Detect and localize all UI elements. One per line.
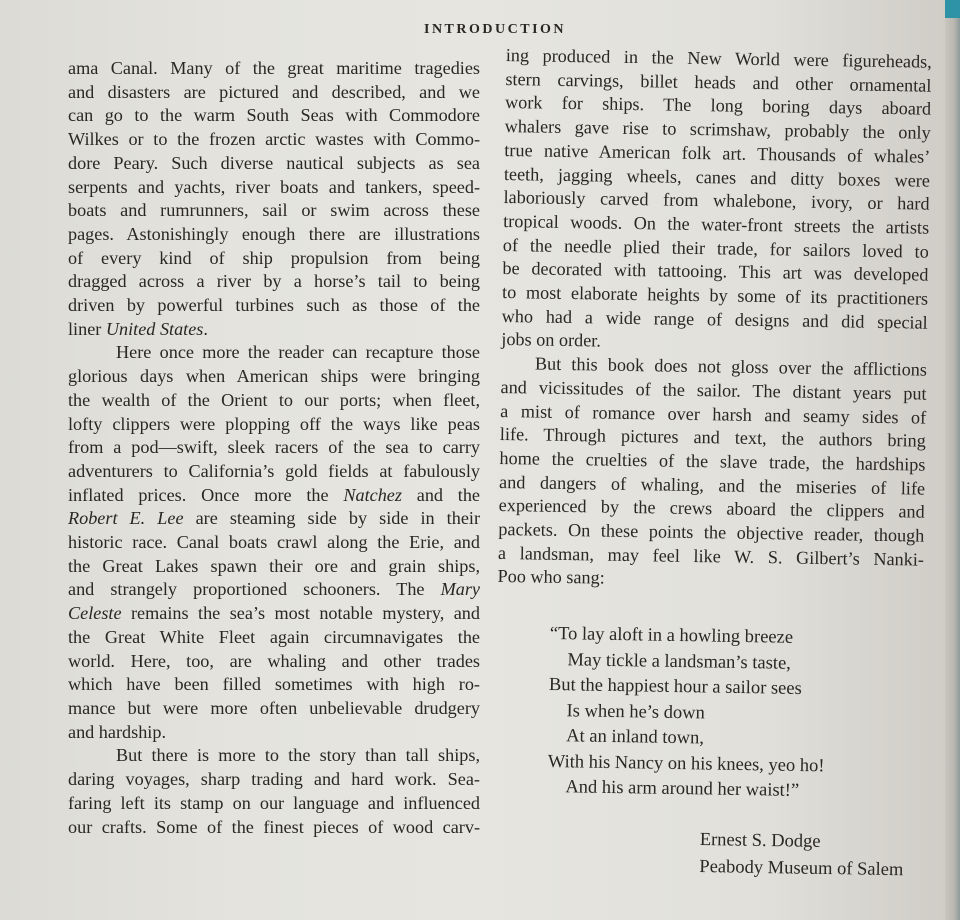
right-column-line: home the cruelties of the slave trade, the hardships bbox=[499, 447, 926, 475]
right-column-line: packets. On these points the objective reader, though bbox=[498, 519, 925, 546]
left-column-line: lofty clippers were plopping off the ways like peas bbox=[68, 413, 480, 434]
left-column-line: Here once more the reader can recapture those bbox=[116, 342, 480, 363]
right-column-line: ing produced in the New World were figureheads, bbox=[505, 44, 932, 72]
left-column-line: driven by powerful turbines such as those of the bbox=[68, 295, 480, 316]
left-column-line: mance but were more often unbelievable drudgery bbox=[68, 697, 480, 718]
running-head: INTRODUCTION bbox=[424, 22, 567, 37]
poem-line: May tickle a landsman’s taste, bbox=[567, 649, 792, 674]
left-column-line: the Great White Fleet again circumnavigates the bbox=[68, 626, 480, 647]
left-column-line: can go to the warm South Seas with Commodore bbox=[68, 105, 480, 126]
left-column-line: our crafts. Some of the finest pieces of wood carv- bbox=[68, 816, 480, 837]
right-column-line: be decorated with tattooing. This art was developed bbox=[502, 258, 929, 285]
left-column-line: Wilkes or to the frozen arctic wastes with Commo- bbox=[68, 129, 480, 150]
left-column-line: the wealth of the Orient to our ports; when fleet, bbox=[68, 389, 480, 410]
left-column-line: ama Canal. Many of the great maritime tragedies bbox=[68, 58, 480, 78]
text-run: and the bbox=[401, 484, 480, 505]
right-column-line: a landsman, may feel like W. S. Gilbert’s Nanki- bbox=[497, 542, 925, 570]
left-column-line: which have been filled sometimes with high ro- bbox=[68, 674, 480, 695]
poem-line: Is when he’s down bbox=[566, 700, 705, 723]
right-column-line: true native American folk art. Thousands of whales’ bbox=[504, 139, 931, 167]
text-run: remains the sea’s most notable mystery, and bbox=[121, 603, 480, 624]
right-column-line: a mist of romance over harsh and seamy sides of bbox=[500, 400, 927, 428]
right-column-line: But this book does not gloss over the afflictions bbox=[534, 353, 928, 380]
italic-ship-name: Robert E. Lee bbox=[68, 508, 184, 529]
right-column-line: laboriously carved from whalebone, ivory, or hard bbox=[503, 187, 930, 214]
poem-line: “To lay aloft in a howling breeze bbox=[549, 623, 794, 648]
left-column-line bbox=[68, 602, 480, 626]
right-column-line: work for ships. The long boring days aboard bbox=[504, 92, 932, 120]
poem-line: And his arm around her waist!” bbox=[565, 777, 800, 801]
poem-line: At an inland town, bbox=[566, 726, 705, 749]
right-column-line: stern carvings, billet heads and other ornamental bbox=[505, 68, 932, 96]
left-column-line bbox=[68, 578, 480, 602]
poem-line: But the happiest hour a sailor sees bbox=[548, 674, 802, 699]
right-column-line: Poo who sang: bbox=[497, 566, 605, 589]
italic-ship-name: Celeste bbox=[68, 603, 122, 624]
left-column-line: historic race. Canal boats crawl along the Erie, and bbox=[68, 532, 480, 553]
left-column-line: of every kind of ship propulsion from being bbox=[68, 247, 480, 268]
right-column-line: and dangers of whaling, and the miseries of life bbox=[498, 471, 926, 499]
left-column-line: dore Peary. Such diverse nautical subjects as sea bbox=[68, 152, 480, 173]
italic-ship-name: United States bbox=[105, 318, 204, 339]
page-edge bbox=[945, 0, 960, 920]
right-column-line: and vicissitudes of the sailor. The distant years put bbox=[500, 376, 927, 404]
right-column bbox=[497, 44, 932, 596]
left-column-line: serpents and yachts, river boats and tankers, speed- bbox=[68, 176, 480, 197]
text-run: are steaming side by side in their bbox=[183, 508, 481, 529]
left-column-line: glorious days when American ships were bringing bbox=[68, 366, 480, 387]
poem-quotation bbox=[547, 622, 826, 805]
author-affiliation: Peabody Museum of Salem bbox=[699, 856, 904, 881]
right-column-line: whalers gave rise to scrimshaw, probably the only bbox=[504, 116, 931, 143]
right-column-line: tropical woods. On the water-front streets the artists bbox=[503, 210, 930, 238]
signature-block bbox=[699, 827, 904, 884]
right-column-line: of the needle plied their trade, for sailors loved to bbox=[502, 234, 929, 262]
author-name: Ernest S. Dodge bbox=[699, 829, 821, 852]
right-column-line: teeth, jagging wheels, canes and ditty boxes were bbox=[503, 163, 931, 191]
text-run: inflated prices. Once more the bbox=[68, 484, 344, 505]
left-column-line bbox=[68, 507, 480, 531]
right-column-line: who had a wide range of designs and did special bbox=[501, 305, 928, 333]
left-column-line: daring voyages, sharp trading and hard work. Sea- bbox=[68, 769, 480, 790]
left-column-line: dragged across a river by a horse’s tail to being bbox=[68, 271, 480, 292]
left-column-line: world. Here, too, are whaling and other trades bbox=[68, 650, 480, 671]
left-column bbox=[68, 57, 480, 839]
right-column-line: life. Through pictures and text, the authors bring bbox=[499, 424, 926, 451]
left-column-line: and hardship. bbox=[68, 721, 166, 742]
text-run: . bbox=[203, 318, 208, 339]
text-run: liner bbox=[68, 318, 106, 339]
left-column-line: But there is more to the story than tall ships, bbox=[116, 745, 480, 766]
book-cover-edge bbox=[945, 0, 960, 18]
left-column-line: faring left its stamp on our language and influenced bbox=[68, 792, 480, 813]
left-column-line: the Great Lakes spawn their ore and grain ships, bbox=[68, 555, 480, 576]
right-column-line: to most elaborate heights by some of its practitioners bbox=[501, 282, 929, 309]
poem-line: With his Nancy on his knees, yeo ho! bbox=[547, 751, 825, 776]
left-column-line: adventurers to California’s gold fields at fabulously bbox=[68, 460, 480, 481]
left-column-line bbox=[68, 318, 480, 342]
right-column-line: jobs on order. bbox=[501, 329, 602, 351]
italic-ship-name: Natchez bbox=[343, 484, 402, 505]
left-column-line: from a pod—swift, sleek racers of the sea to carry bbox=[68, 437, 480, 458]
right-column-line: experienced by the crews aboard the clippers and bbox=[498, 495, 925, 522]
left-column-line bbox=[68, 484, 480, 508]
left-column-line: and disasters are pictured and described, and we bbox=[68, 81, 480, 102]
left-column-line: pages. Astonishingly enough there are illustrations bbox=[68, 223, 480, 244]
italic-ship-name: Mary bbox=[440, 579, 480, 600]
text-run: and strangely proportioned schooners. The bbox=[68, 579, 441, 600]
left-column-line: boats and rumrunners, sail or swim across these bbox=[68, 200, 480, 221]
